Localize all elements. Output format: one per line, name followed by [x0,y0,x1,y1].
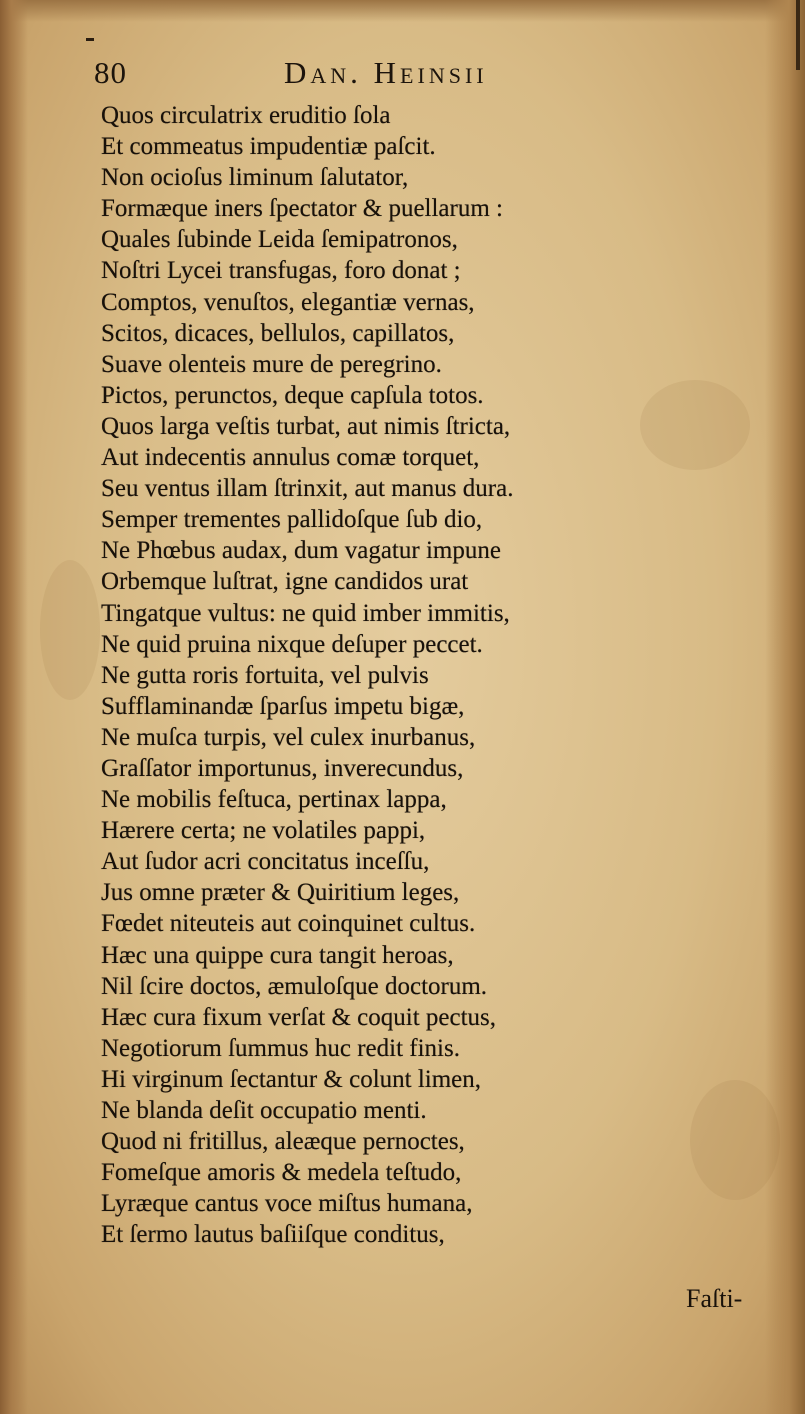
edge-mark [796,0,800,70]
verse-line: Semper trementes pallidoſque ſub dio, [101,506,483,534]
verse-line: Negotiorum ſummus huc redit finis. [101,1034,460,1062]
verse-line: Ne gutta roris fortuita, vel pulvis [101,661,429,689]
poem-text [101,100,661,1250]
verse-line: Fomeſque amoris & medela teſtudo, [101,1159,462,1187]
verse-line: Ne muſca turpis, vel culex inurbanus, [101,723,476,751]
verse-line: Et commeatus impudentiæ paſcit. [101,133,436,161]
ink-speck [86,38,94,41]
verse-line: Hæc cura fixum verſat & coquit pectus, [101,1003,497,1031]
verse-line: Hæc una quippe cura tangit heroas, [101,941,454,969]
verse-line: Ne quid pruina nixque deſuper peccet. [101,630,483,658]
paper-stain [690,1080,780,1200]
verse-line: Seu ventus illam ſtrinxit, aut manus dura. [101,475,514,503]
verse-line: Scitos, dicaces, bellulos, capillatos, [101,319,455,347]
verse-line: Graſſator importunus, inverecundus, [101,754,464,782]
verse-line: Ne Phœbus audax, dum vagatur impune [101,537,501,565]
running-head: Dan. Heinsii [284,55,488,90]
verse-line: Comptos, venuſtos, elegantiæ vernas, [101,288,475,316]
verse-line: Quod ni fritillus, aleæque pernoctes, [101,1128,465,1156]
verse-line: Aut ſudor acri concitatus inceſſu, [101,848,430,876]
page-number: 80 [94,55,127,90]
verse-line: Suave olenteis mure de peregrino. [101,350,442,378]
verse-line: Quos circulatrix eruditio ſola [101,102,391,129]
verse-line: Tingatque vultus: ne quid imber immitis, [101,599,510,627]
verse-line: Hærere certa; ne volatiles pappi, [101,817,426,845]
binding-gutter [0,0,28,1414]
verse-line: Hi virginum ſectantur & colunt limen, [101,1065,482,1093]
verse-line: Non ocioſus liminum ſalutator, [101,164,409,192]
verse-line: Quos larga veſtis turbat, aut nimis ſtricta, [101,412,511,440]
page-header [94,55,584,105]
paper-stain [40,560,100,700]
verse-line: Noſtri Lycei transfugas, foro donat ; [101,257,461,285]
verse-line: Orbemque luſtrat, igne candidos urat [101,568,469,596]
verse-line: Aut indecentis annulus comæ torquet, [101,444,480,472]
verse-line: Formæque iners ſpectator & puellarum : [101,195,503,223]
verse-line: Sufflaminandæ ſparſus impetu bigæ, [101,692,465,720]
verse-line: Quales ſubinde Leida ſemipatronos, [101,226,458,254]
page-right-edge [765,0,805,1414]
catchword: Faſti- [686,1284,743,1313]
page-top-edge [0,0,805,22]
verse-line: Ne mobilis feſtuca, pertinax lappa, [101,786,447,814]
verse-line: Jus omne præter & Quiritium leges, [101,879,460,907]
verse-line: Lyræque cantus voce miſtus humana, [101,1190,473,1218]
verse-line: Et ſermo lautus baſiiſque conditus, [101,1221,445,1249]
verse-line: Fœdet niteuteis aut coinquinet cultus. [101,910,476,938]
verse-line: Ne blanda deſit occupatio menti. [101,1097,427,1124]
verse-line: Pictos, perunctos, deque capſula totos. [101,381,484,409]
verse-line: Nil ſcire doctos, æmuloſque doctorum. [101,972,488,1000]
